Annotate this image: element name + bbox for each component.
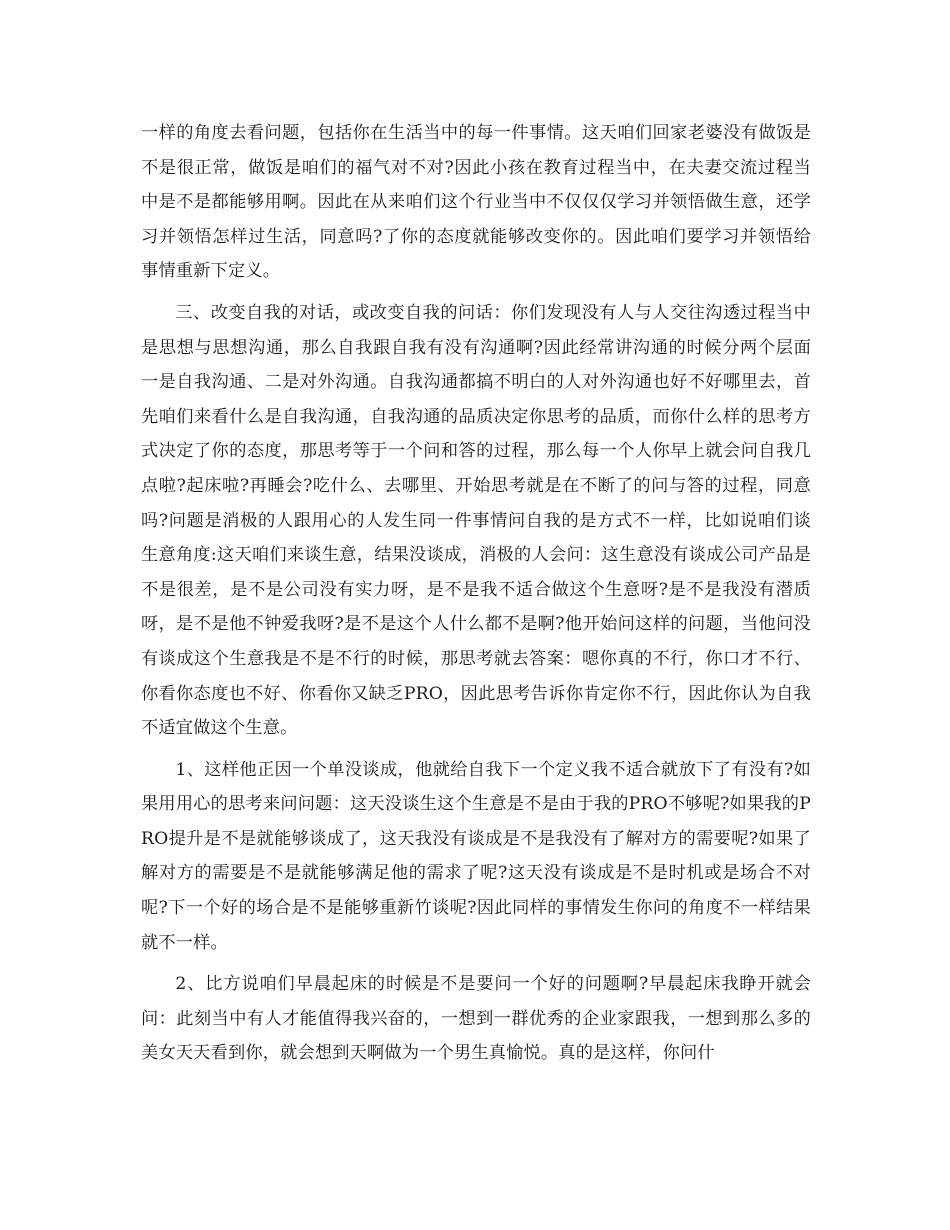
paragraph-1: 一样的角度去看问题，包括你在生活当中的每一件事情。这天咱们回家老婆没有做饭是不是很正常，做饭是咱们的福气对不对?因此小孩在教育过程当中，在夫妻交流过程当中是不是都能够用啊。因此在从来咱们这个行业当中不仅仅仅学习并领悟做生意，还学习并领悟怎样过生活，同意吗?了你的态度就能够改变你的。因此咱们要学习并领悟给事情重新下定义。 — [141, 123, 811, 282]
paragraph-4: 2、比方说咱们早晨起床的时候是不是要问一个好的问题啊?早晨起床我睁开就会问：此刻当中有人才能值得我兴奋的，一想到一群优秀的企业家跟我，一想到那么多的美女天天看到你，就会想到天啊做为一个男生真愉悦。真的是这样，你问什 — [141, 974, 811, 1064]
document-page — [141, 116, 811, 1078]
paragraph-2: 三、改变自我的对话，或改变自我的问话：你们发现没有人与人交往沟透过程当中是思想与思想沟通，那么自我跟自我有没有沟通啊?因此经常讲沟通的时候分两个层面一是自我沟通、二是对外沟通。自我沟通都搞不明白的人对外沟通也好不好哪里去，首先咱们来看什么是自我沟通，自我沟通的品质决定你思考的品质，而你什么样的思考方式决定了你的态度，那思考等于一个问和答的过程，那么每一个人你早上就会问自我几点啦?起床啦?再睡会?吃什么、去哪里、开始思考就是在不断了的问与答的过程，同意吗?问题是消极的人跟用心的人发生同一件事情问自我的是方式不一样，比如说咱们谈生意角度:这天咱们来谈生意，结果没谈成，消极的人会问：这生意没有谈成公司产品是不是很差，是不是公司没有实力呀，是不是我不适合做这个生意呀?是不是我没有潜质呀，是不是他不钟爱我呀?是不是这个人什么都不是啊?他开始问这样的问题，当他问没有谈成这个生意我是不是不行的时候，那思考就去答案：嗯你真的不行，你口才不行、你看你态度也不好、你看你又缺乏PRO，因此思考告诉你肯定你不行，因此你认为自我不适宜做这个生意。 — [141, 302, 811, 739]
paragraph-3: 1、这样他正因一个单没谈成，他就给自我下一个定义我不适合就放下了有没有?如果用用心的思考来问问题：这天没谈生这个生意是不是由于我的PRO不够呢?如果我的PRO提升是不是就能够谈成了，这天我没有谈成是不是我没有了解对方的需要呢?如果了解对方的需要是不是就能够满足他的需求了呢?这天没有谈成是不是时机或是场合不对呢?下一个好的场合是不是能够重新竹谈呢?因此同样的事情发生你问的角度不一样结果就不一样。 — [141, 759, 811, 953]
